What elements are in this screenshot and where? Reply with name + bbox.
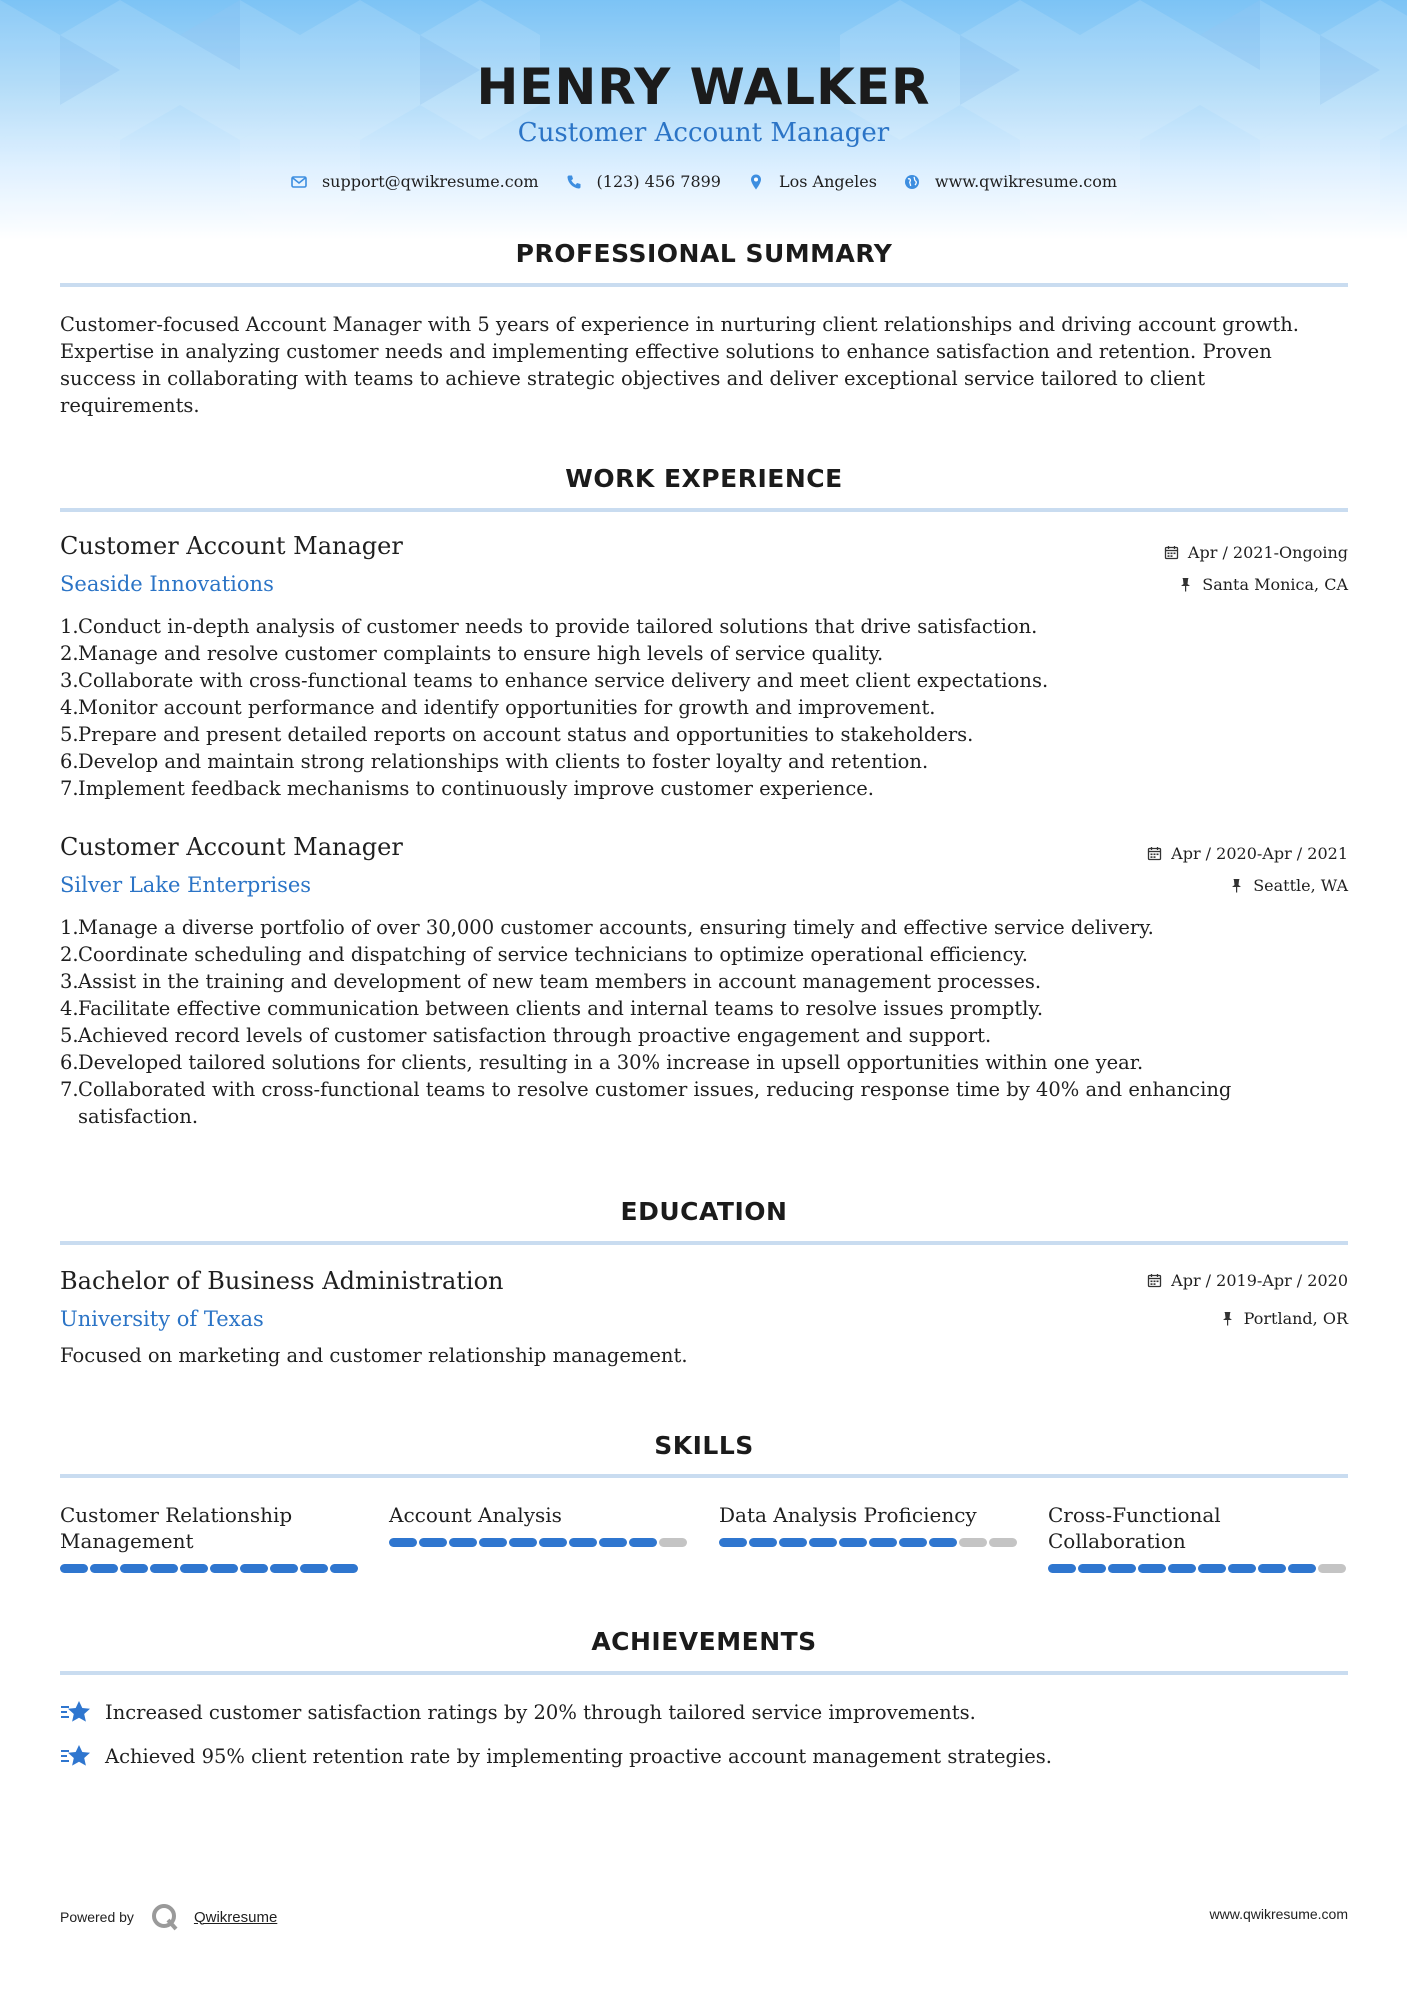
skill-dot-filled [1108,1564,1136,1573]
candidate-name: HENRY WALKER [476,58,931,116]
calendar-icon [1164,545,1179,560]
summary-text: Customer-focused Account Manager with 5 years of experience in nurturing client relationships and driving account growth. Expertise in analyzing customer needs and implementing effective solutions to enhance satisfaction and retention. Proven success in collaborating with teams to achieve strategic objectives and deliver exceptional service tailored to client requirements. [60,313,1300,417]
list-item: 1. Conduct in-depth analysis of customer needs to provide tailored solutions that drive satisfaction. [60,615,1038,638]
list-item: 3. Collaborate with cross-functional teams to enhance service delivery and meet client expectations. [60,669,1049,692]
star-award-icon [60,1698,92,1726]
skill-dot-filled [90,1564,118,1573]
skill-dot-filled [60,1564,88,1573]
skill-dot-filled [1048,1564,1076,1573]
skill-dot-filled [779,1538,807,1547]
skill-dot-filled [180,1564,208,1573]
education-school: University of Texas [60,1307,264,1331]
job-location [1178,575,1348,594]
skill-name: Cross-Functional Collaboration [1048,1503,1221,1553]
job-dates-text: Apr / 2021-Ongoing [1187,543,1348,562]
skill-dot-empty [959,1538,987,1547]
envelope-icon [290,173,308,191]
contact-phone-text: (123) 456 7899 [596,172,721,191]
section-title-experience: WORK EXPERIENCE [565,464,843,493]
skill-item [60,1502,360,1573]
contact-email-text: support@qwikresume.com [321,172,539,191]
map-pin-icon [747,173,765,191]
job-duties-list [60,914,1348,1130]
skill-dot-filled [1228,1564,1256,1573]
skill-rating [1048,1564,1348,1573]
skill-dot-filled [1258,1564,1286,1573]
skill-dot-filled [749,1538,777,1547]
list-item: 4. Monitor account performance and identify opportunities for growth and improvement. [60,696,936,719]
job-location [1229,876,1348,895]
skill-dot-filled [809,1538,837,1547]
skill-rating [719,1538,1019,1547]
achievement-text: Increased customer satisfaction ratings by 20% through tailored service improvements. [105,1700,976,1724]
footer-brand-link[interactable]: Qwikresume [193,1908,278,1926]
section-divider [60,508,1348,512]
job-company: Seaside Innovations [60,572,274,596]
skill-dot-filled [509,1538,537,1547]
list-item: 2. Manage and resolve customer complaints to ensure high levels of service quality. [60,642,884,665]
skill-dot-filled [929,1538,957,1547]
list-item: 5. Achieved record levels of customer satisfaction through proactive engagement and support. [60,1024,992,1047]
skill-dot-filled [629,1538,657,1547]
skill-dot-filled [240,1564,268,1573]
section-title-skills: SKILLS [654,1431,754,1460]
list-item: 3. Assist in the training and development of new team members in account management processes. [60,970,1042,993]
list-item: 1. Manage a diverse portfolio of over 30,000 customer accounts, ensuring timely and effective service delivery. [60,916,1154,939]
list-item: 2. Coordinate scheduling and dispatching of service technicians to optimize operational efficiency. [60,943,1028,966]
skill-dot-filled [419,1538,447,1547]
job-dates-text: Apr / 2020-Apr / 2021 [1171,844,1348,863]
skill-dot-filled [839,1538,867,1547]
phone-icon [565,173,583,191]
contact-email[interactable] [290,172,539,191]
candidate-role: Customer Account Manager [517,118,890,148]
skill-dot-filled [1138,1564,1166,1573]
skill-rating [389,1538,689,1547]
section-divider [60,1474,1348,1478]
job-location-text: Santa Monica, CA [1202,575,1348,594]
job-location-text: Seattle, WA [1253,876,1348,895]
skill-dot-empty [1318,1564,1346,1573]
contact-website-text: www.qwikresume.com [934,172,1118,191]
powered-by-label: Powered by [60,1909,134,1925]
footer-powered-by [60,1902,277,1932]
pushpin-icon [1178,577,1193,592]
education-description: Focused on marketing and customer relationship management. [60,1344,688,1367]
skill-dot-filled [1168,1564,1196,1573]
globe-icon [903,173,921,191]
list-item: 6. Developed tailored solutions for clients, resulting in a 30% increase in upsell opportunities within one year. [60,1051,1144,1074]
job-duties-list [60,613,1348,802]
contact-location-text: Los Angeles [778,172,877,191]
skill-item [1048,1502,1348,1573]
skill-dot-filled [120,1564,148,1573]
skill-dot-filled [479,1538,507,1547]
skill-dot-filled [599,1538,627,1547]
education-location-text: Portland, OR [1243,1309,1348,1328]
section-title-summary: PROFESSIONAL SUMMARY [515,239,893,268]
skill-dot-filled [210,1564,238,1573]
skill-dot-filled [1198,1564,1226,1573]
calendar-icon [1147,1273,1162,1288]
skill-dot-filled [569,1538,597,1547]
skill-dot-filled [300,1564,328,1573]
contact-location [747,172,877,191]
list-item: 7. Implement feedback mechanisms to continuously improve customer experience. [60,777,874,800]
achievement-item [60,1698,976,1726]
education-location [1220,1309,1348,1328]
skill-dot-filled [1078,1564,1106,1573]
skill-dot-filled [539,1538,567,1547]
job-dates [1147,844,1348,863]
skill-dot-empty [659,1538,687,1547]
contact-bar [0,172,1407,191]
list-item: 6. Develop and maintain strong relationships with clients to foster loyalty and retention. [60,750,929,773]
skill-name: Account Analysis [389,1503,562,1527]
achievement-text: Achieved 95% client retention rate by implementing proactive account management strategies. [105,1744,1052,1768]
section-title-achievements: ACHIEVEMENTS [591,1627,817,1656]
section-divider [60,1241,1348,1245]
skill-dot-filled [150,1564,178,1573]
skill-item [719,1502,1019,1547]
skill-dot-filled [330,1564,358,1573]
achievement-item [60,1742,1052,1770]
skill-name: Data Analysis Proficiency [719,1503,977,1527]
education-dates [1147,1271,1348,1290]
skill-dot-filled [389,1538,417,1547]
job-title: Customer Account Manager [60,833,403,861]
skill-dot-filled [270,1564,298,1573]
section-divider [60,1671,1348,1675]
contact-website[interactable] [903,172,1117,191]
job-company: Silver Lake Enterprises [60,873,312,897]
skill-name: Customer Relationship Management [60,1503,293,1553]
pushpin-icon [1229,878,1244,893]
skill-dot-filled [719,1538,747,1547]
skill-item [389,1502,689,1547]
section-title-education: EDUCATION [620,1197,788,1226]
contact-phone[interactable] [565,172,721,191]
section-divider [60,283,1348,287]
skill-rating [60,1564,360,1573]
footer-website-link[interactable]: www.qwikresume.com [1209,1906,1348,1922]
calendar-icon [1147,846,1162,861]
job-title: Customer Account Manager [60,532,403,560]
skill-dot-filled [1288,1564,1316,1573]
education-degree: Bachelor of Business Administration [60,1267,504,1295]
skill-dot-filled [449,1538,477,1547]
skill-dot-filled [869,1538,897,1547]
skill-dot-empty [989,1538,1017,1547]
skill-dot-filled [899,1538,927,1547]
star-award-icon [60,1742,92,1770]
list-item: 7. Collaborated with cross-functional teams to resolve customer issues, reducing response time by 40% and enhancing satisfaction. [60,1078,1232,1128]
education-dates-text: Apr / 2019-Apr / 2020 [1171,1271,1348,1290]
list-item: 5. Prepare and present detailed reports on account status and opportunities to stakeholders. [60,723,974,746]
qwikresume-logo-icon [150,1902,180,1932]
list-item: 4. Facilitate effective communication between clients and internal teams to resolve issues promptly. [60,997,1044,1020]
job-dates [1164,543,1348,562]
pushpin-icon [1220,1311,1235,1326]
